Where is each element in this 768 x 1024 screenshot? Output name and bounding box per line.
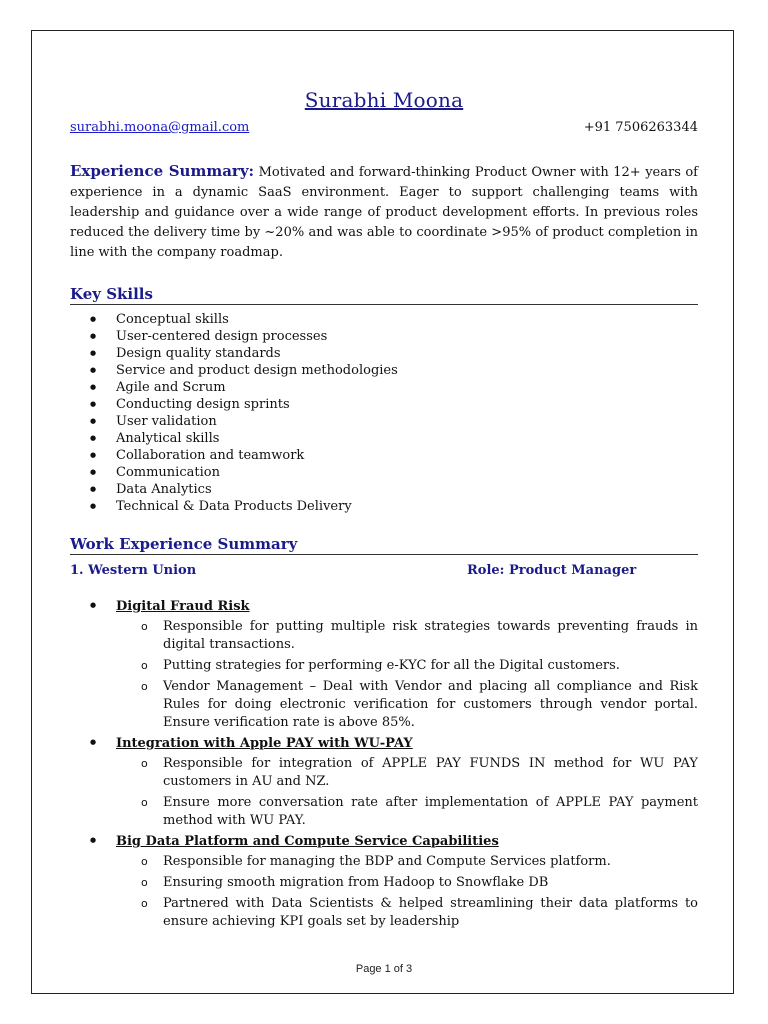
skill-item: ● Design quality standards: [70, 345, 698, 362]
project-item: [70, 833, 698, 931]
skill-item: ● Conducting design sprints: [70, 396, 698, 413]
project-item: [70, 735, 698, 830]
role-title: Role: Product Manager: [467, 563, 637, 578]
skill-item: ● Data Analytics: [70, 481, 698, 498]
candidate-name: Surabhi Moona: [304, 88, 464, 112]
company-row: [70, 563, 698, 578]
project-points: [116, 618, 698, 732]
hollow-circle-icon: o: [141, 620, 148, 633]
project-point: [116, 895, 698, 931]
skill-item: ● Analytical skills: [70, 430, 698, 447]
hollow-circle-icon: o: [141, 757, 148, 770]
project-points: [116, 755, 698, 830]
contact-row: [70, 120, 698, 135]
resume-content: [70, 88, 698, 934]
work-experience-heading: Work Experience Summary: [70, 535, 698, 555]
hollow-circle-icon: o: [141, 796, 148, 809]
hollow-circle-icon: o: [141, 897, 148, 910]
project-title: Digital Fraud Risk: [116, 599, 250, 614]
project-point: [116, 618, 698, 654]
hollow-circle-icon: o: [141, 855, 148, 868]
project-point: [116, 755, 698, 791]
skill-item: ● Technical & Data Products Delivery: [70, 498, 698, 515]
skill-item: ● Agile and Scrum: [70, 379, 698, 396]
hollow-circle-icon: o: [141, 876, 148, 889]
skill-item: ● User-centered design processes: [70, 328, 698, 345]
project-point: [116, 678, 698, 732]
hollow-circle-icon: o: [141, 680, 148, 693]
project-item: [70, 598, 698, 732]
key-skills-heading: Key Skills: [70, 285, 698, 305]
skill-item: ● Collaboration and teamwork: [70, 447, 698, 464]
project-point-text: Responsible for integration of APPLE PAY FUNDS IN method for WU PAY customers in AU and NZ.: [163, 756, 698, 789]
project-title: Big Data Platform and Compute Service Capabilities: [116, 834, 499, 849]
project-point-text: Putting strategies for performing e-KYC for all the Digital customers.: [163, 658, 620, 673]
bullet-icon: ●: [90, 836, 97, 844]
project-point-text: Vendor Management – Deal with Vendor and placing all compliance and Risk Rules for doing electronic verification for customers through vendor portal. Ensure verification rate is above 85%.: [163, 679, 698, 730]
project-point: [116, 794, 698, 830]
summary-label: Experience Summary:: [70, 162, 255, 180]
skill-item: ● Conceptual skills: [70, 311, 698, 328]
company-name: 1. Western Union: [70, 563, 197, 578]
summary-text: Motivated and forward-thinking Product Owner with 12+ years of experience in a dynamic SaaS environment. Eager to support challenging teams with leadership and guidance over a wide range of product development efforts. In previous roles reduced the delivery time by ~20% and was able to coordinate >95% of product completion in line with the company roadmap.: [70, 165, 698, 260]
projects-list: [70, 598, 698, 931]
project-points: [116, 853, 698, 931]
phone-number: +91 7506263344: [583, 120, 698, 135]
project-point: [116, 657, 698, 675]
bullet-icon: ●: [90, 738, 97, 746]
project-title: Integration with Apple PAY with WU-PAY: [116, 736, 413, 751]
project-point-text: Responsible for managing the BDP and Compute Services platform.: [163, 854, 611, 869]
project-point-text: Ensuring smooth migration from Hadoop to Snowflake DB: [163, 875, 549, 890]
email-link[interactable]: surabhi.moona@gmail.com: [70, 120, 250, 135]
project-point-text: Responsible for putting multiple risk strategies towards preventing frauds in digital transactions.: [163, 619, 698, 652]
bullet-icon: ●: [90, 601, 97, 609]
hollow-circle-icon: o: [141, 659, 148, 672]
project-point-text: Ensure more conversation rate after implementation of APPLE PAY payment method with WU PAY.: [163, 795, 698, 828]
page-footer: Page 1 of 3: [355, 963, 413, 975]
project-point-text: Partnered with Data Scientists & helped streamlining their data platforms to ensure achieving KPI goals set by leadership: [163, 896, 698, 929]
experience-summary: [70, 161, 698, 263]
skill-item: ● User validation: [70, 413, 698, 430]
project-point: [116, 874, 698, 892]
skill-item: ● Service and product design methodologies: [70, 362, 698, 379]
key-skills-list: [70, 311, 698, 515]
skill-item: ● Communication: [70, 464, 698, 481]
project-point: [116, 853, 698, 871]
